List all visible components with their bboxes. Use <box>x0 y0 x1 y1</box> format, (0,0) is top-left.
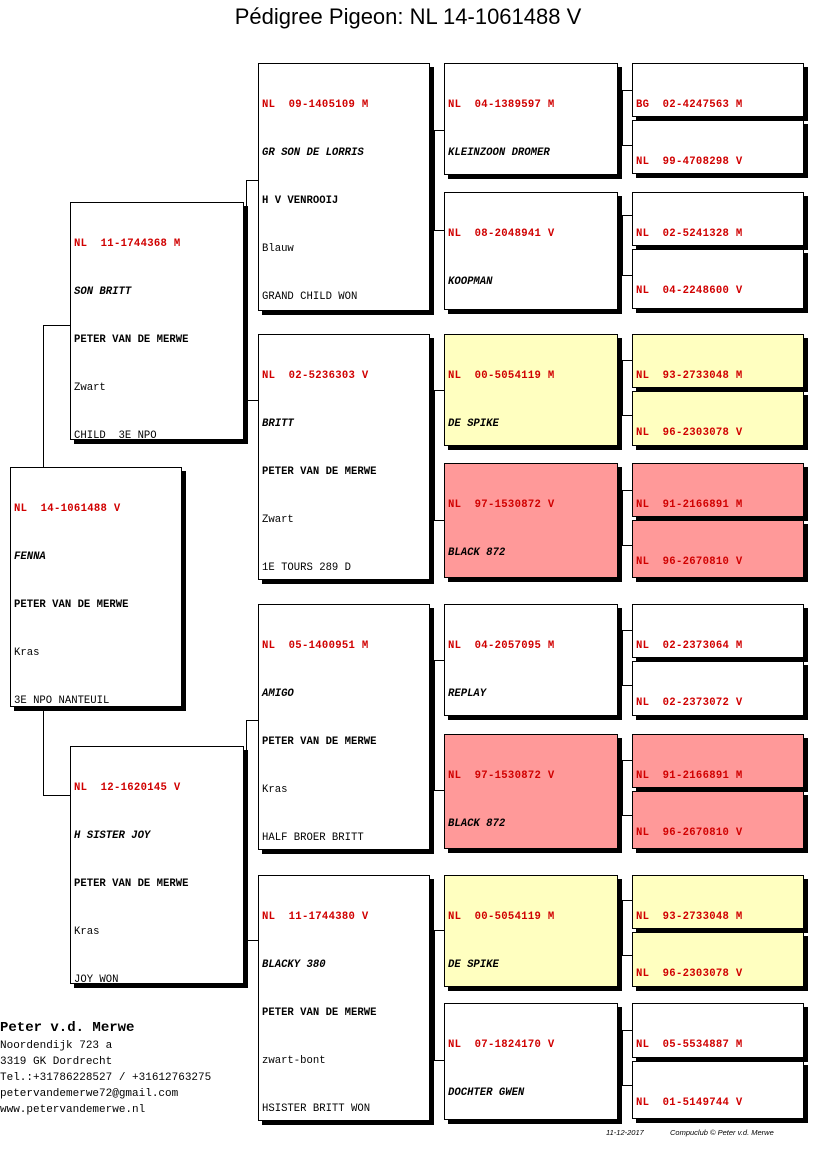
ring-number: NL 02-5241328 M <box>636 228 743 240</box>
connector-line <box>622 145 632 146</box>
breeder: PETER VAN DE MERWE <box>74 334 189 346</box>
pigeon-card-gen4[interactable] <box>444 463 618 578</box>
note-line: JOY WON <box>74 974 119 984</box>
pigeon-name: SON BRITT <box>74 286 132 298</box>
color: Zwart <box>262 514 294 526</box>
pigeon-name: AMIGO <box>262 688 294 700</box>
connector-line <box>246 940 258 941</box>
ring-number: NL 11-1744368 M <box>74 238 181 250</box>
connector-line <box>434 660 435 790</box>
ring-number: NL 07-1824170 V <box>448 1039 555 1051</box>
connector-line <box>622 760 632 761</box>
ring-number: NL 11-1744380 V <box>262 911 369 923</box>
owner-website[interactable]: www.petervandemerwe.nl <box>0 1104 146 1116</box>
pigeon-card-gen5[interactable] <box>632 875 804 929</box>
connector-line <box>246 720 247 940</box>
connector-line <box>622 90 623 145</box>
connector-line <box>622 630 623 685</box>
connector-line <box>622 490 623 545</box>
ring-number: NL 05-5534887 M <box>636 1039 743 1051</box>
note-line: HSISTER BRITT WON <box>262 1103 371 1115</box>
pigeon-card-fm[interactable] <box>258 334 430 580</box>
pigeon-name: BLACK 872 <box>448 818 506 830</box>
ring-number: NL 04-1389597 M <box>448 99 555 111</box>
pigeon-card-gen5[interactable] <box>632 791 804 849</box>
connector-line <box>434 390 435 520</box>
connector-line <box>434 130 444 131</box>
pigeon-card-gen5[interactable] <box>632 249 804 309</box>
connector-line <box>622 900 632 901</box>
connector-line <box>622 1030 632 1031</box>
connector-line <box>434 130 435 230</box>
ring-number: NL 91-2166891 M <box>636 499 743 511</box>
color: Kras <box>262 784 288 796</box>
connector-line <box>622 760 623 815</box>
ring-number: NL 09-1405109 M <box>262 99 369 111</box>
pigeon-card-gen5[interactable] <box>632 463 804 517</box>
owner-phone: Tel.:+31786228527 / +31612763275 <box>0 1072 212 1084</box>
connector-line <box>434 790 444 791</box>
note-line: 3E NPO NANTEUIL <box>14 695 110 707</box>
connector-line <box>434 520 444 521</box>
pigeon-card-gen5[interactable] <box>632 734 804 788</box>
connector-line <box>434 660 444 661</box>
footer-credit: Compuclub © Peter v.d. Merwe <box>670 1128 774 1137</box>
ring-number: NL 02-2373072 V <box>636 697 743 709</box>
pigeon-card-gen5[interactable] <box>632 1003 804 1058</box>
owner-name: Peter v.d. Merwe <box>0 1020 135 1036</box>
pigeon-name: REPLAY <box>448 688 487 700</box>
connector-line <box>43 325 70 326</box>
ring-number: NL 02-5236303 V <box>262 370 369 382</box>
pigeon-card-father[interactable] <box>70 202 244 440</box>
ring-number: NL 97-1530872 V <box>448 499 555 511</box>
connector-line <box>246 180 247 400</box>
color: Kras <box>14 647 40 659</box>
connector-line <box>622 360 632 361</box>
breeder: PETER VAN DE MERWE <box>262 1007 377 1019</box>
pigeon-card-gen5[interactable] <box>632 604 804 658</box>
connector-line <box>622 630 632 631</box>
ring-number: NL 96-2670810 V <box>636 827 743 839</box>
pigeon-card-gen5[interactable] <box>632 661 804 716</box>
connector-line <box>622 215 623 275</box>
connector-line <box>622 955 632 956</box>
ring-number: NL 14-1061488 V <box>14 503 121 515</box>
pigeon-card-ff[interactable] <box>258 63 430 311</box>
pigeon-card-gen4[interactable] <box>444 63 618 175</box>
pigeon-card-gen5[interactable] <box>632 932 804 987</box>
ring-number: NL 97-1530872 V <box>448 770 555 782</box>
ring-number: NL 91-2166891 M <box>636 770 743 782</box>
pigeon-card-mm[interactable] <box>258 875 430 1121</box>
pigeon-card-gen4[interactable] <box>444 192 618 310</box>
owner-email[interactable]: petervandemerwe72@gmail.com <box>0 1088 179 1100</box>
connector-line <box>622 815 632 816</box>
connector-line <box>246 180 258 181</box>
ring-number: NL 96-2303078 V <box>636 427 743 439</box>
color: Kras <box>74 926 100 938</box>
ring-number: NL 02-2373064 M <box>636 640 743 652</box>
breeder: H V VENROOIJ <box>262 195 339 207</box>
pigeon-card-gen5[interactable] <box>632 334 804 388</box>
pigeon-card-gen4[interactable] <box>444 604 618 716</box>
connector-line <box>43 325 44 468</box>
ring-number: NL 00-5054119 M <box>448 911 555 923</box>
pigeon-card-gen5[interactable] <box>632 120 804 174</box>
pigeon-name: FENNA <box>14 551 46 563</box>
ring-number: NL 99-4708298 V <box>636 156 743 168</box>
ring-number: BG 02-4247563 M <box>636 99 743 111</box>
owner-address-line: Noordendijk 723 a <box>0 1040 113 1052</box>
ring-number: NL 05-1400951 M <box>262 640 369 652</box>
pigeon-card-gen5[interactable] <box>632 520 804 578</box>
pigeon-card-gen4[interactable] <box>444 734 618 849</box>
ring-number: NL 96-2670810 V <box>636 556 743 568</box>
breeder: PETER VAN DE MERWE <box>262 736 377 748</box>
color: zwart-bont <box>262 1055 326 1067</box>
pigeon-name: DOCHTER GWEN <box>448 1087 525 1099</box>
ring-number: NL 04-2057095 M <box>448 640 555 652</box>
connector-line <box>622 900 623 955</box>
connector-line <box>43 710 44 795</box>
pigeon-card-subject[interactable] <box>10 467 182 707</box>
connector-line <box>622 90 632 91</box>
connector-line <box>622 360 623 415</box>
pigeon-card-mf[interactable] <box>258 604 430 850</box>
ring-number: NL 04-2248600 V <box>636 285 743 297</box>
pigeon-name: BLACKY 380 <box>262 959 326 971</box>
color: Blauw <box>262 243 294 255</box>
connector-line <box>622 685 632 686</box>
connector-line <box>622 490 632 491</box>
owner-address-line: 3319 GK Dordrecht <box>0 1056 113 1068</box>
pigeon-name: BLACK 872 <box>448 547 506 559</box>
print-date: 11-12-2017 <box>606 1128 644 1137</box>
pigeon-card-gen4[interactable] <box>444 875 618 987</box>
pigeon-card-mother[interactable] <box>70 746 244 984</box>
connector-line <box>434 930 444 931</box>
page-title: Pédigree Pigeon: NL 14-1061488 V <box>234 4 582 29</box>
pigeon-name: BRITT <box>262 418 294 430</box>
connector-line <box>246 400 258 401</box>
connector-line <box>434 390 444 391</box>
pigeon-card-gen5[interactable] <box>632 391 804 446</box>
owner-contact-block <box>0 1018 211 1118</box>
ring-number: NL 08-2048941 V <box>448 228 555 240</box>
pigeon-card-gen4[interactable] <box>444 1003 618 1120</box>
breeder: PETER VAN DE MERWE <box>74 878 189 890</box>
ring-number: NL 01-5149744 V <box>636 1097 743 1109</box>
connector-line <box>246 720 258 721</box>
connector-line <box>622 215 632 216</box>
note-line: 1E TOURS 289 D <box>262 562 352 574</box>
connector-line <box>434 1060 444 1061</box>
connector-line <box>622 275 632 276</box>
ring-number: NL 00-5054119 M <box>448 370 555 382</box>
pigeon-card-gen5[interactable] <box>632 1061 804 1119</box>
pigeon-card-gen4[interactable] <box>444 334 618 446</box>
note-line: CHILD 3E NPO <box>74 430 157 440</box>
breeder: PETER VAN DE MERWE <box>262 466 377 478</box>
connector-line <box>434 930 435 1060</box>
note-line: GRAND CHILD WON <box>262 291 358 303</box>
breeder: PETER VAN DE MERWE <box>14 599 129 611</box>
pigeon-name: DE SPIKE <box>448 959 499 971</box>
pigeon-name: H SISTER JOY <box>74 830 151 842</box>
pigeon-card-gen5[interactable] <box>632 192 804 246</box>
ring-number: NL 12-1620145 V <box>74 782 181 794</box>
color: Zwart <box>74 382 106 394</box>
connector-line <box>622 1085 632 1086</box>
connector-line <box>622 1030 623 1085</box>
connector-line <box>622 545 632 546</box>
pigeon-card-gen5[interactable] <box>632 63 804 117</box>
connector-line <box>622 415 632 416</box>
pigeon-name: DE SPIKE <box>448 418 499 430</box>
pigeon-name: GR SON DE LORRIS <box>262 147 364 159</box>
note-line: HALF BROER BRITT <box>262 832 364 844</box>
ring-number: NL 96-2303078 V <box>636 968 743 980</box>
connector-line <box>43 795 70 796</box>
ring-number: NL 93-2733048 M <box>636 911 743 923</box>
connector-line <box>434 230 444 231</box>
ring-number: NL 93-2733048 M <box>636 370 743 382</box>
pigeon-name: KLEINZOON DROMER <box>448 147 550 159</box>
pigeon-name: KOOPMAN <box>448 276 493 288</box>
